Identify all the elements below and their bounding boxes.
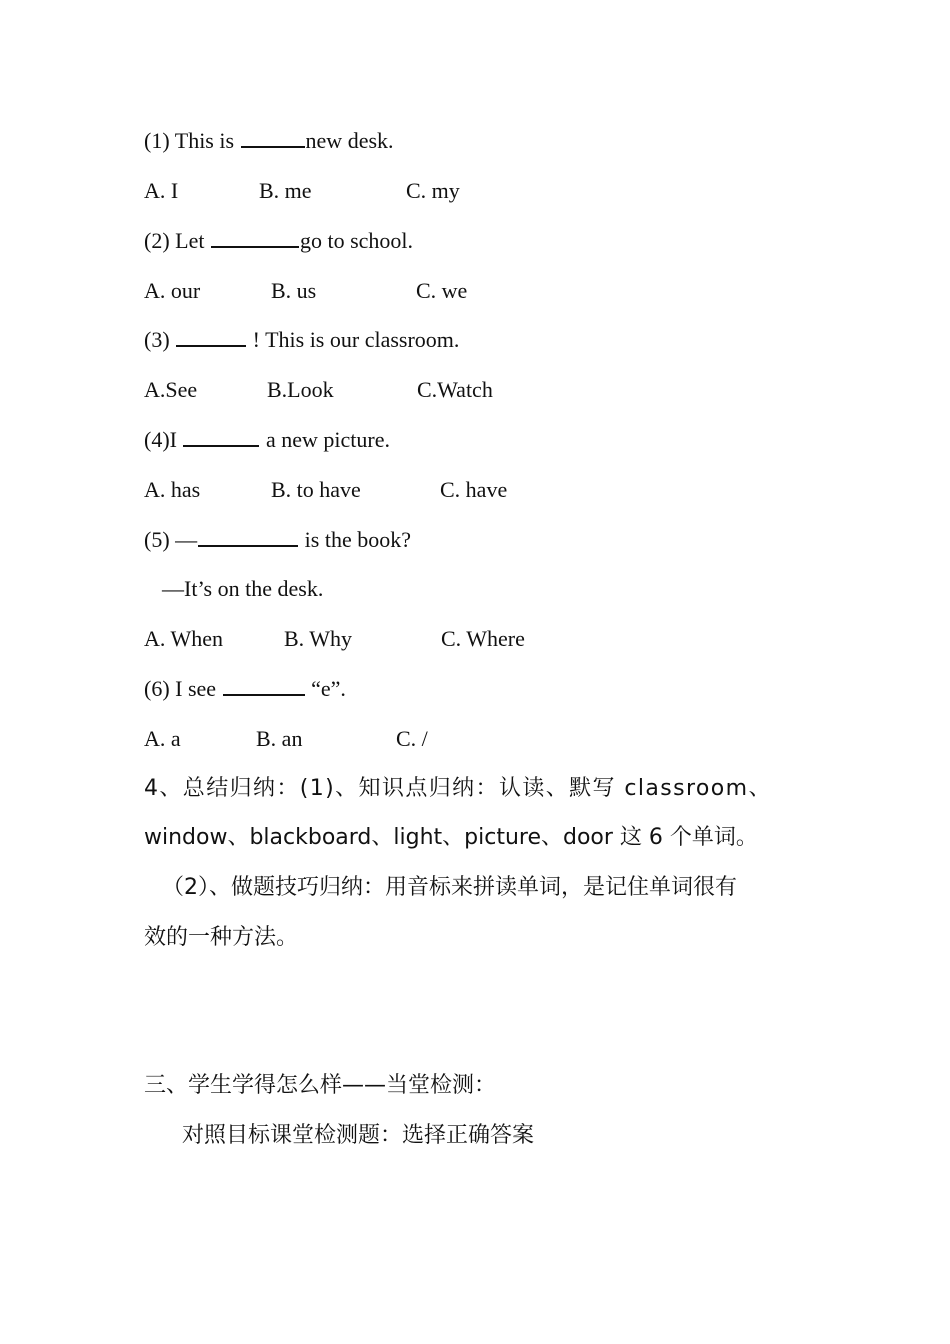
question-4-stem: [144, 427, 390, 453]
question-1-suffix: new desk.: [305, 128, 394, 153]
question-5-options: [144, 626, 844, 652]
answer-blank: [211, 228, 299, 248]
question-2-prefix: (2) Let: [144, 228, 205, 253]
option-a: A. I: [144, 178, 179, 203]
question-5-prefix: (5) —: [144, 527, 198, 552]
question-3-prefix: (3): [144, 327, 170, 352]
option-b: B.Look: [267, 377, 334, 402]
question-1-stem: [144, 128, 394, 154]
question-1-prefix: (1) This is: [144, 128, 235, 153]
question-6-options: [144, 726, 844, 752]
option-c: C. Where: [441, 626, 525, 651]
section-3-subtitle: 对照目标课堂检测题：选择正确答案: [182, 1123, 535, 1148]
option-a: A. a: [144, 726, 181, 751]
question-3-stem: [144, 327, 459, 353]
question-6-prefix: (6) I see: [144, 676, 217, 701]
option-a: A. our: [144, 278, 201, 303]
question-5-stem: [144, 527, 411, 553]
question-3-options: [144, 377, 844, 403]
section-3-title: 三、学生学得怎么样——当堂检测：: [144, 1073, 497, 1098]
option-b: B. me: [259, 178, 312, 203]
summary-line-3: （2）、做题技巧归纳：用音标来拼读单词，是记住单词很有: [162, 875, 737, 900]
answer-blank: [176, 327, 246, 347]
question-3-suffix: ! This is our classroom.: [252, 327, 460, 352]
question-5-suffix: is the book?: [304, 527, 411, 552]
option-b: B. us: [271, 278, 317, 303]
option-c: C. have: [440, 477, 508, 502]
answer-blank: [183, 427, 259, 447]
summary-line-1: 4、总结归纳：(1)、知识点归纳：认读、默写 classroom、: [144, 776, 772, 801]
option-c: C. we: [416, 278, 468, 303]
summary-line-2: window、blackboard、light、picture、door 这 6 个单词。: [144, 825, 758, 850]
option-b: B. to have: [271, 477, 361, 502]
option-c: C.Watch: [417, 377, 493, 402]
question-2-suffix: go to school.: [299, 228, 414, 253]
question-6-stem: [144, 676, 346, 702]
answer-blank: [223, 676, 305, 696]
option-c: C. my: [406, 178, 460, 203]
question-2-options: [144, 278, 844, 304]
question-6-suffix: “e”.: [311, 676, 346, 701]
question-4-prefix: (4)I: [144, 427, 177, 452]
question-5-answer-line: —It’s on the desk.: [162, 576, 324, 601]
question-4-suffix: a new picture.: [265, 427, 390, 452]
option-b: B. Why: [284, 626, 353, 651]
option-a: A. has: [144, 477, 201, 502]
question-4-options: [144, 477, 844, 503]
option-c: C. /: [396, 726, 428, 751]
summary-line-4: 效的一种方法。: [144, 925, 299, 950]
question-1-options: [144, 178, 844, 204]
question-2-stem: [144, 228, 413, 254]
option-b: B. an: [256, 726, 303, 751]
answer-blank: [241, 128, 305, 148]
answer-blank: [198, 527, 298, 547]
option-a: A. When: [144, 626, 224, 651]
option-a: A.See: [144, 377, 198, 402]
